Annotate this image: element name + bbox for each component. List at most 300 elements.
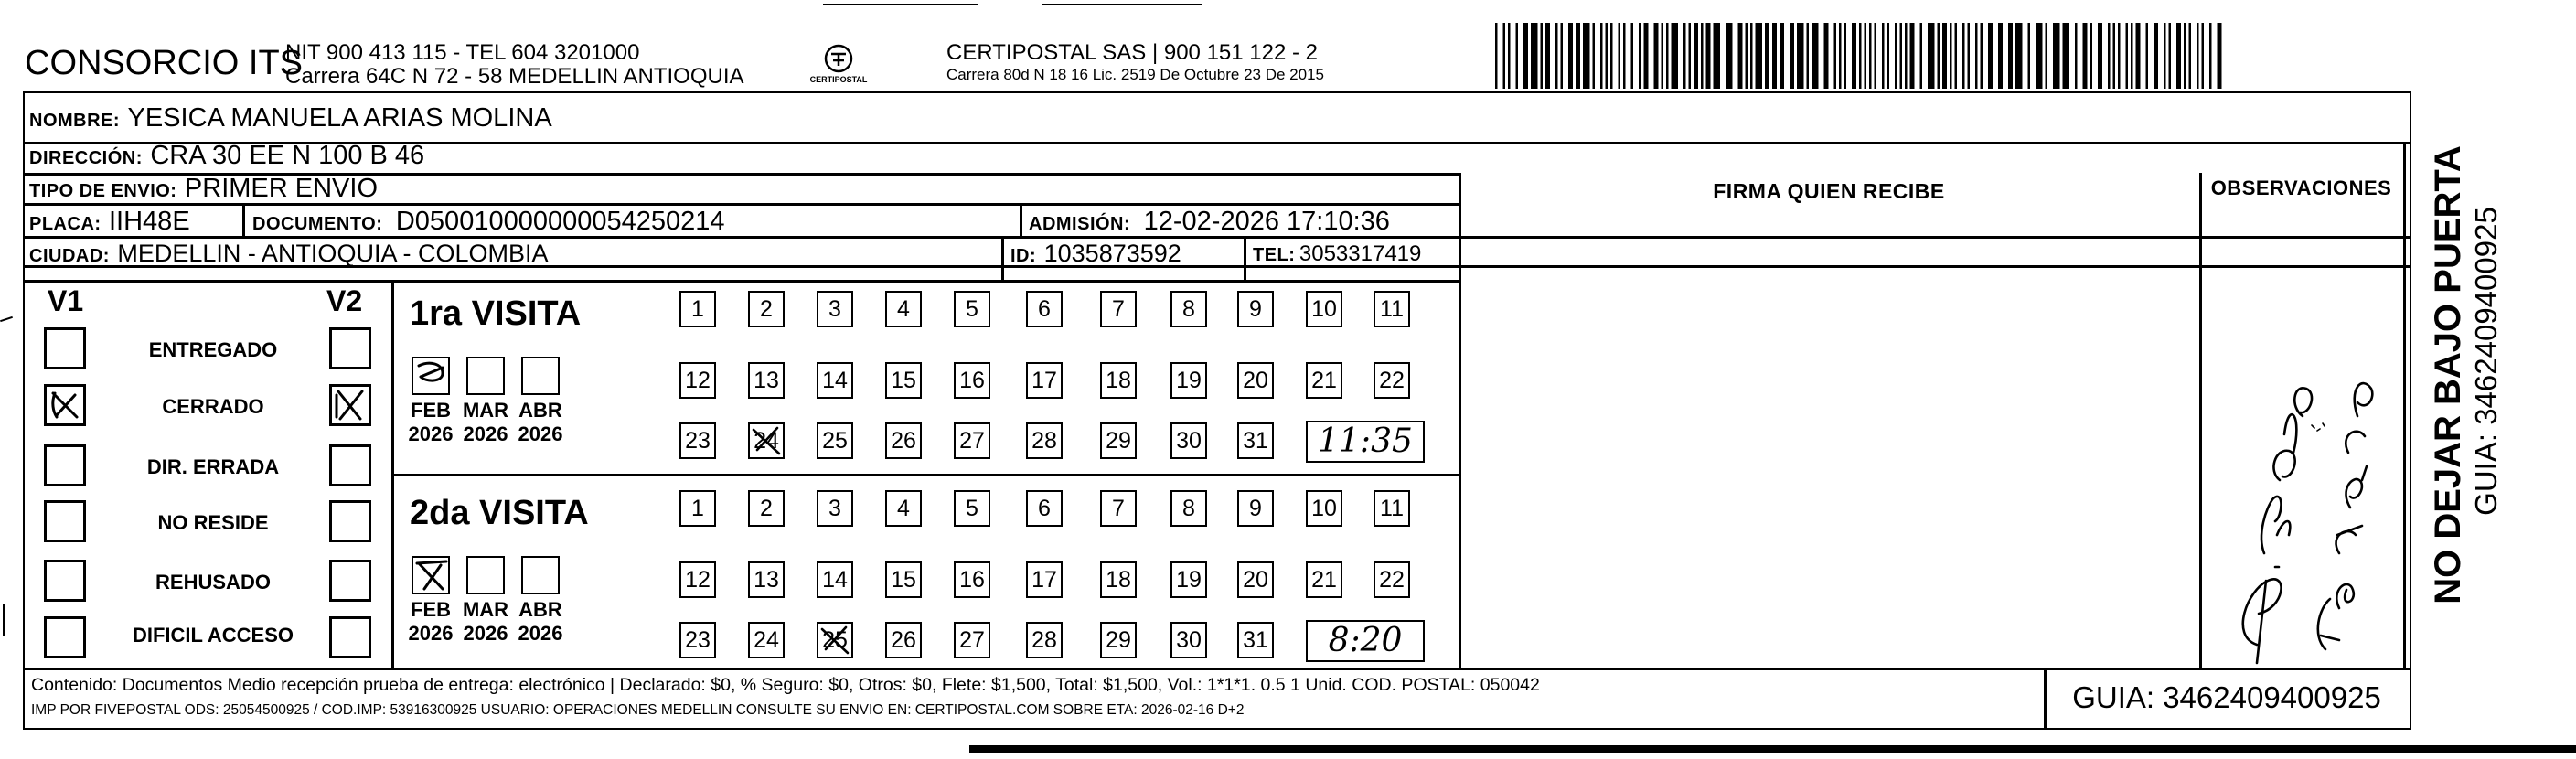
barcode-bar: [1610, 23, 1613, 89]
handwritten-x-mark-icon: [329, 384, 371, 426]
v2-checkbox-no-reside[interactable]: [329, 500, 371, 542]
visit2-day-2[interactable]: [748, 490, 785, 527]
barcode-bar: [1672, 23, 1679, 89]
visit1-day-3[interactable]: [817, 291, 853, 327]
day-number: 29: [1106, 428, 1131, 454]
direccion-label: DIRECCIÓN:: [29, 148, 143, 168]
barcode-bar: [1950, 23, 1952, 89]
day-number: 22: [1379, 368, 1405, 393]
day-number: 21: [1311, 368, 1337, 393]
day-number: 19: [1176, 567, 1202, 593]
barcode-bar: [2083, 23, 2088, 89]
status-label-cerrado: CERRADO: [162, 395, 264, 418]
v1-checkbox-cerrado[interactable]: [44, 384, 86, 426]
ciudad-label: CIUDAD:: [29, 246, 110, 266]
placa-cell: [29, 207, 190, 237]
visit1-day-20[interactable]: [1237, 362, 1274, 399]
visit1-month-box-mar[interactable]: [466, 357, 505, 395]
tel-value: 3053317419: [1299, 241, 1422, 266]
day-number: 9: [1249, 496, 1262, 521]
visit1-day-15[interactable]: [885, 362, 922, 399]
day-number: 27: [959, 627, 985, 653]
day-number: 26: [891, 627, 916, 653]
day-number: 2: [760, 296, 773, 322]
barcode-bar: [1910, 23, 1915, 89]
visit2-day-6[interactable]: [1026, 490, 1063, 527]
id-value: 1035873592: [1043, 240, 1181, 267]
visit1-day-5[interactable]: [954, 291, 990, 327]
visit2-day-30[interactable]: [1170, 622, 1207, 658]
barcode-bar: [1887, 23, 1890, 89]
visit1-month-box-abr[interactable]: [521, 357, 560, 395]
visit2-day-17[interactable]: [1026, 561, 1063, 598]
barcode-bar: [1942, 23, 1947, 89]
documento-label: DOCUMENTO:: [252, 214, 383, 234]
visit2-day-20[interactable]: [1237, 561, 1274, 598]
v1-checkbox-entregado[interactable]: [44, 327, 86, 369]
barcode-bar: [2184, 23, 2186, 89]
visit2-day-9[interactable]: [1237, 490, 1274, 527]
barcode: [1495, 23, 2227, 89]
barcode-bar: [1852, 23, 1856, 89]
observaciones-label: OBSERVACIONES: [2210, 176, 2392, 199]
day-number: 1: [691, 496, 704, 521]
bottom-edge-mark: [969, 745, 2576, 753]
visit2-day-21[interactable]: [1306, 561, 1342, 598]
barcode-bar: [2015, 23, 2023, 89]
barcode-bar: [2202, 23, 2205, 89]
v2-checkbox-rehusado[interactable]: [329, 560, 371, 602]
barcode-bar: [1981, 23, 1983, 89]
barcode-bar: [1541, 23, 1544, 89]
barcode-bar: [1875, 23, 1877, 89]
barcode-bar: [1726, 23, 1733, 89]
barcode-bar: [2218, 23, 2222, 89]
barcode-bar: [1508, 23, 1511, 89]
v2-checkbox-cerrado[interactable]: [329, 384, 371, 426]
visit2-day-29[interactable]: [1100, 622, 1137, 658]
barcode-bar: [1955, 23, 1958, 89]
visit1-day-14[interactable]: [817, 362, 853, 399]
barcode-bar: [1824, 23, 1829, 89]
barcode-bar: [2113, 23, 2116, 89]
certipostal-logo: [811, 40, 866, 91]
visit1-day-30[interactable]: [1170, 422, 1207, 459]
day-number: 5: [966, 496, 978, 521]
barcode-bar: [1666, 23, 1669, 89]
month-name: ABR: [518, 399, 562, 422]
day-number: 27: [959, 428, 985, 454]
certipostal-line2: Carrera 80d N 18 16 Lic. 2519 De Octubre 23 De 2015: [946, 66, 1324, 83]
barcode-bar: [1639, 23, 1641, 89]
visit2-day-12[interactable]: [679, 561, 716, 598]
month-year: 2026: [518, 622, 563, 645]
day-number: 18: [1106, 567, 1131, 593]
barcode-bar: [2028, 23, 2031, 89]
day-number: 31: [1243, 627, 1268, 653]
status-label-dir-errada: DIR. ERRADA: [146, 455, 280, 478]
barcode-bar: [1780, 23, 1784, 89]
v1-checkbox-rehusado[interactable]: [44, 560, 86, 602]
visit1-day-26[interactable]: [885, 422, 922, 459]
visit2-day-18[interactable]: [1100, 561, 1137, 598]
visit2-day-22[interactable]: [1374, 561, 1410, 598]
visit1-day-11[interactable]: [1374, 291, 1410, 327]
visit1-day-4[interactable]: [885, 291, 922, 327]
visit-title-1: 1ra VISITA: [410, 294, 582, 333]
visit1-day-29[interactable]: [1100, 422, 1137, 459]
barcode-bar: [1701, 23, 1704, 89]
day-number: 22: [1379, 567, 1405, 593]
barcode-bar: [1859, 23, 1862, 89]
certipostal-logo-text: CERTIPOSTAL: [809, 75, 868, 84]
day-number: 23: [685, 627, 711, 653]
barcode-bar: [1812, 23, 1819, 89]
company-name: CONSORCIO ITS: [25, 44, 304, 82]
ciudad-value: MEDELLIN - ANTIOQUIA - COLOMBIA: [117, 240, 549, 267]
barcode-bar: [1694, 23, 1698, 89]
month-year: 2026: [408, 422, 454, 445]
barcode-bar: [1738, 23, 1743, 89]
barcode-bar: [1523, 23, 1528, 89]
visit2-day-4[interactable]: [885, 490, 922, 527]
v2-checkbox-dificil-acceso[interactable]: [329, 616, 371, 658]
barcode-bar: [2008, 23, 2013, 89]
day-number: 31: [1243, 428, 1268, 454]
visit1-day-7[interactable]: [1100, 291, 1137, 327]
day-number: 20: [1243, 368, 1268, 393]
day-number: 25: [822, 627, 848, 653]
barcode-bar: [1865, 23, 1867, 89]
barcode-bar: [2164, 23, 2166, 89]
month-name: FEB: [411, 399, 451, 422]
visit1-day-16[interactable]: [954, 362, 990, 399]
tipo-label: TIPO DE ENVIO:: [29, 181, 177, 201]
day-number: 17: [1031, 567, 1057, 593]
visit1-day-25[interactable]: [817, 422, 853, 459]
barcode-bar: [2154, 23, 2158, 89]
v1-label: V1: [48, 284, 84, 317]
barcode-bar: [1772, 23, 1777, 89]
barcode-bar: [2108, 23, 2111, 89]
tipo-row: [29, 174, 378, 204]
visit1-day-12[interactable]: [679, 362, 716, 399]
barcode-bar: [1905, 23, 1908, 89]
observaciones-handwriting-icon: [2202, 206, 2401, 667]
day-number: 12: [685, 368, 711, 393]
month-year: 2026: [408, 622, 454, 645]
visit2-day-11[interactable]: [1374, 490, 1410, 527]
v1-checkbox-dificil-acceso[interactable]: [44, 616, 86, 658]
company-address: Carrera 64C N 72 - 58 MEDELLIN ANTIOQUIA: [285, 64, 744, 89]
visit2-day-25[interactable]: [817, 622, 853, 658]
v1-checkbox-no-reside[interactable]: [44, 500, 86, 542]
day-number: 11: [1380, 296, 1404, 322]
barcode-bar: [1531, 23, 1538, 89]
visit1-day-1[interactable]: [679, 291, 716, 327]
ciudad-cell: [29, 240, 548, 268]
status-label-rehusado: REHUSADO: [155, 571, 271, 593]
day-number: 18: [1106, 368, 1131, 393]
visit2-month-box-feb[interactable]: [412, 556, 450, 594]
day-number: 14: [822, 368, 848, 393]
day-number: 5: [966, 296, 978, 322]
day-number: 13: [754, 567, 779, 593]
visit1-day-6[interactable]: [1026, 291, 1063, 327]
v1-checkbox-dir-errada[interactable]: [44, 444, 86, 486]
admision-value: 12-02-2026 17:10:36: [1143, 207, 1390, 236]
day-number: 17: [1031, 368, 1057, 393]
barcode-bar: [1503, 23, 1506, 89]
day-number: 7: [1112, 296, 1125, 322]
visit2-day-3[interactable]: [817, 490, 853, 527]
barcode-bar: [1495, 23, 1498, 89]
barcode-bar: [1644, 23, 1649, 89]
handwritten-mark-icon: [748, 422, 785, 459]
status-label-no-reside: NO RESIDE: [157, 511, 269, 534]
id-label: ID:: [1010, 246, 1037, 266]
visit2-day-19[interactable]: [1170, 561, 1207, 598]
v2-checkbox-dir-errada[interactable]: [329, 444, 371, 486]
status-label-entregado: ENTREGADO: [148, 338, 278, 361]
direccion-value: CRA 30 EE N 100 B 46: [150, 141, 425, 170]
visit1-day-17[interactable]: [1026, 362, 1063, 399]
barcode-bar: [2197, 23, 2199, 89]
barcode-bar: [2136, 23, 2141, 89]
visit2-day-13[interactable]: [748, 561, 785, 598]
barcode-bar: [1689, 23, 1692, 89]
day-number: 16: [959, 368, 985, 393]
barcode-bar: [1516, 23, 1519, 89]
barcode-bar: [1938, 23, 1940, 89]
barcode-bar: [1545, 23, 1550, 89]
day-number: 25: [822, 428, 848, 454]
barcode-bar: [1962, 23, 1965, 89]
day-number: 30: [1176, 428, 1202, 454]
nombre-label: NOMBRE:: [29, 111, 121, 131]
company-nit-tel: NIT 900 413 115 - TEL 604 3201000: [285, 40, 640, 65]
handwritten-mark-icon: [817, 622, 853, 658]
barcode-bar: [1834, 23, 1837, 89]
visit1-day-22[interactable]: [1374, 362, 1410, 399]
side-guia: GUIA: 3462409400925: [2469, 207, 2503, 516]
admision-label: ADMISIÓN:: [1029, 214, 1131, 234]
visit2-day-24[interactable]: [748, 622, 785, 658]
month-name: MAR: [462, 598, 509, 621]
barcode-bar: [2075, 23, 2078, 89]
footer-contenido: Contenido: Documentos Medio recepción prueba de entrega: electrónico | Declarado: $0, % Seguro: $0, Otros: $0, Flete: $1,500, Total: $1,500, Vol.: 1*1*1. 0.5 1 Unid. COD. POSTAL: 050042: [31, 675, 1540, 695]
visit2-day-14[interactable]: [817, 561, 853, 598]
barcode-bar: [2053, 23, 2060, 89]
barcode-bar: [1998, 23, 2003, 89]
direccion-row: [29, 141, 424, 171]
day-number: 15: [891, 368, 916, 393]
visit2-day-23[interactable]: [679, 622, 716, 658]
barcode-bar: [1844, 23, 1847, 89]
visit1-day-23[interactable]: [679, 422, 716, 459]
handwritten-mark-icon: [412, 357, 450, 395]
visit1-day-28[interactable]: [1026, 422, 1063, 459]
visit2-day-26[interactable]: [885, 622, 922, 658]
day-number: 21: [1311, 567, 1337, 593]
day-number: 3: [828, 296, 841, 322]
documento-cell: [252, 207, 725, 237]
day-number: 3: [828, 496, 841, 521]
day-number: 28: [1031, 627, 1057, 653]
barcode-bar: [1593, 23, 1596, 89]
barcode-bar: [1555, 23, 1558, 89]
day-number: 10: [1311, 496, 1337, 521]
month-name: FEB: [411, 598, 451, 621]
barcode-bar: [1790, 23, 1794, 89]
side-no-dejar: NO DEJAR BAJO PUERTA: [2428, 145, 2468, 604]
visit2-day-27[interactable]: [954, 622, 990, 658]
visit1-month-box-feb[interactable]: [412, 357, 450, 395]
barcode-bar: [1895, 23, 1897, 89]
barcode-bar: [1561, 23, 1564, 89]
month-year: 2026: [518, 422, 563, 445]
v2-label: V2: [326, 284, 363, 317]
v2-checkbox-entregado[interactable]: [329, 327, 371, 369]
barcode-bar: [1756, 23, 1763, 89]
barcode-bar: [1807, 23, 1810, 89]
documento-value: D050010000000054250214: [395, 207, 725, 236]
barcode-bar: [2046, 23, 2048, 89]
day-number: 8: [1182, 296, 1195, 322]
visit2-month-label-abr: [508, 598, 572, 646]
nombre-row: [29, 103, 552, 134]
barcode-bar: [1714, 23, 1721, 89]
visit1-day-27[interactable]: [954, 422, 990, 459]
visit1-day-21[interactable]: [1306, 362, 1342, 399]
tel-cell: [1253, 241, 1421, 267]
signature-area[interactable]: [1461, 206, 2198, 667]
barcode-bar: [2209, 23, 2212, 89]
barcode-bar: [1654, 23, 1659, 89]
barcode-bar: [1839, 23, 1842, 89]
month-name: MAR: [462, 399, 509, 422]
barcode-bar: [1619, 23, 1621, 89]
day-number: 24: [754, 627, 779, 653]
barcode-bar: [1900, 23, 1903, 89]
barcode-bar: [2098, 23, 2102, 89]
day-number: 6: [1038, 296, 1051, 322]
visit2-day-28[interactable]: [1026, 622, 1063, 658]
day-number: 9: [1249, 296, 1262, 322]
day-number: 28: [1031, 428, 1057, 454]
visit2-day-15[interactable]: [885, 561, 922, 598]
admision-cell: [1029, 207, 1390, 237]
nombre-value: YESICA MANUELA ARIAS MOLINA: [127, 103, 552, 133]
day-number: 24: [754, 428, 779, 454]
visit1-day-8[interactable]: [1170, 291, 1207, 327]
visit2-day-1[interactable]: [679, 490, 716, 527]
day-number: 30: [1176, 627, 1202, 653]
id-cell: [1010, 240, 1181, 268]
handwritten-mark-icon: [412, 556, 450, 594]
visit2-day-16[interactable]: [954, 561, 990, 598]
tel-label: TEL:: [1253, 245, 1296, 265]
visit1-day-13[interactable]: [748, 362, 785, 399]
day-number: 11: [1380, 496, 1404, 521]
barcode-bar: [1583, 23, 1590, 89]
barcode-bar: [2176, 23, 2181, 89]
visit2-day-5[interactable]: [954, 490, 990, 527]
handwritten-x-mark-icon: [44, 384, 86, 426]
visit1-day-2[interactable]: [748, 291, 785, 327]
barcode-bar: [2063, 23, 2070, 89]
barcode-bar: [1988, 23, 1993, 89]
visit1-day-9[interactable]: [1237, 291, 1274, 327]
firma-label: FIRMA QUIEN RECIBE: [1713, 179, 1945, 203]
barcode-bar: [1928, 23, 1935, 89]
visit1-day-31[interactable]: [1237, 422, 1274, 459]
visit1-day-18[interactable]: [1100, 362, 1137, 399]
day-number: 6: [1038, 496, 1051, 521]
barcode-bar: [1623, 23, 1626, 89]
placa-label: PLACA:: [29, 214, 102, 234]
barcode-bar: [2036, 23, 2043, 89]
visit2-day-8[interactable]: [1170, 490, 1207, 527]
barcode-bar: [2090, 23, 2093, 89]
barcode-bar: [1576, 23, 1580, 89]
visit1-month-label-abr: [508, 399, 572, 446]
visit1-time-box[interactable]: 11:35: [1306, 421, 1425, 463]
barcode-bar: [1882, 23, 1885, 89]
left-edge-mark-2: [3, 604, 5, 636]
barcode-bar: [1797, 23, 1804, 89]
barcode-bar: [1975, 23, 1978, 89]
visit1-day-19[interactable]: [1170, 362, 1207, 399]
visit2-day-31[interactable]: [1237, 622, 1274, 658]
footer-imp: IMP POR FIVEPOSTAL ODS: 25054500925 / COD.IMP: 53916300925 USUARIO: OPERACIONES MEDELLIN CONSULTE SU ENVIO EN: CERTIPOSTAL.COM SOBRE ETA: 2026-02-16 D+2: [31, 702, 1245, 718]
barcode-bar: [1968, 23, 1971, 89]
left-edge-mark: [0, 316, 13, 322]
day-number: 4: [897, 496, 910, 521]
visit2-day-10[interactable]: [1306, 490, 1342, 527]
barcode-bar: [1568, 23, 1573, 89]
barcode-bar: [1750, 23, 1753, 89]
barcode-bar: [1600, 23, 1603, 89]
day-number: 1: [691, 296, 704, 322]
tipo-value: PRIMER ENVIO: [184, 174, 379, 203]
barcode-bar: [1631, 23, 1634, 89]
day-number: 29: [1106, 627, 1131, 653]
visit2-month-box-abr[interactable]: [521, 556, 560, 594]
day-number: 14: [822, 567, 848, 593]
visit2-month-box-mar[interactable]: [466, 556, 505, 594]
day-number: 8: [1182, 496, 1195, 521]
day-number: 16: [959, 567, 985, 593]
certipostal-line1: CERTIPOSTAL SAS | 900 151 122 - 2: [946, 40, 1318, 65]
visit1-day-24[interactable]: [748, 422, 785, 459]
visit2-time-box[interactable]: 8:20: [1306, 620, 1425, 662]
top-scan-mark: [823, 0, 1207, 9]
barcode-bar: [1869, 23, 1872, 89]
barcode-bar: [2126, 23, 2129, 89]
barcode-bar: [2189, 23, 2192, 89]
visit2-day-7[interactable]: [1100, 490, 1137, 527]
day-number: 20: [1243, 567, 1268, 593]
footer-guia: GUIA: 3462409400925: [2072, 680, 2381, 714]
observaciones-handwriting: [2202, 206, 2401, 667]
month-year: 2026: [463, 622, 508, 645]
day-number: 23: [685, 428, 711, 454]
placa-value: IIH48E: [109, 207, 190, 236]
visit1-day-10[interactable]: [1306, 291, 1342, 327]
barcode-bar: [1662, 23, 1664, 89]
barcode-bar: [2118, 23, 2121, 89]
